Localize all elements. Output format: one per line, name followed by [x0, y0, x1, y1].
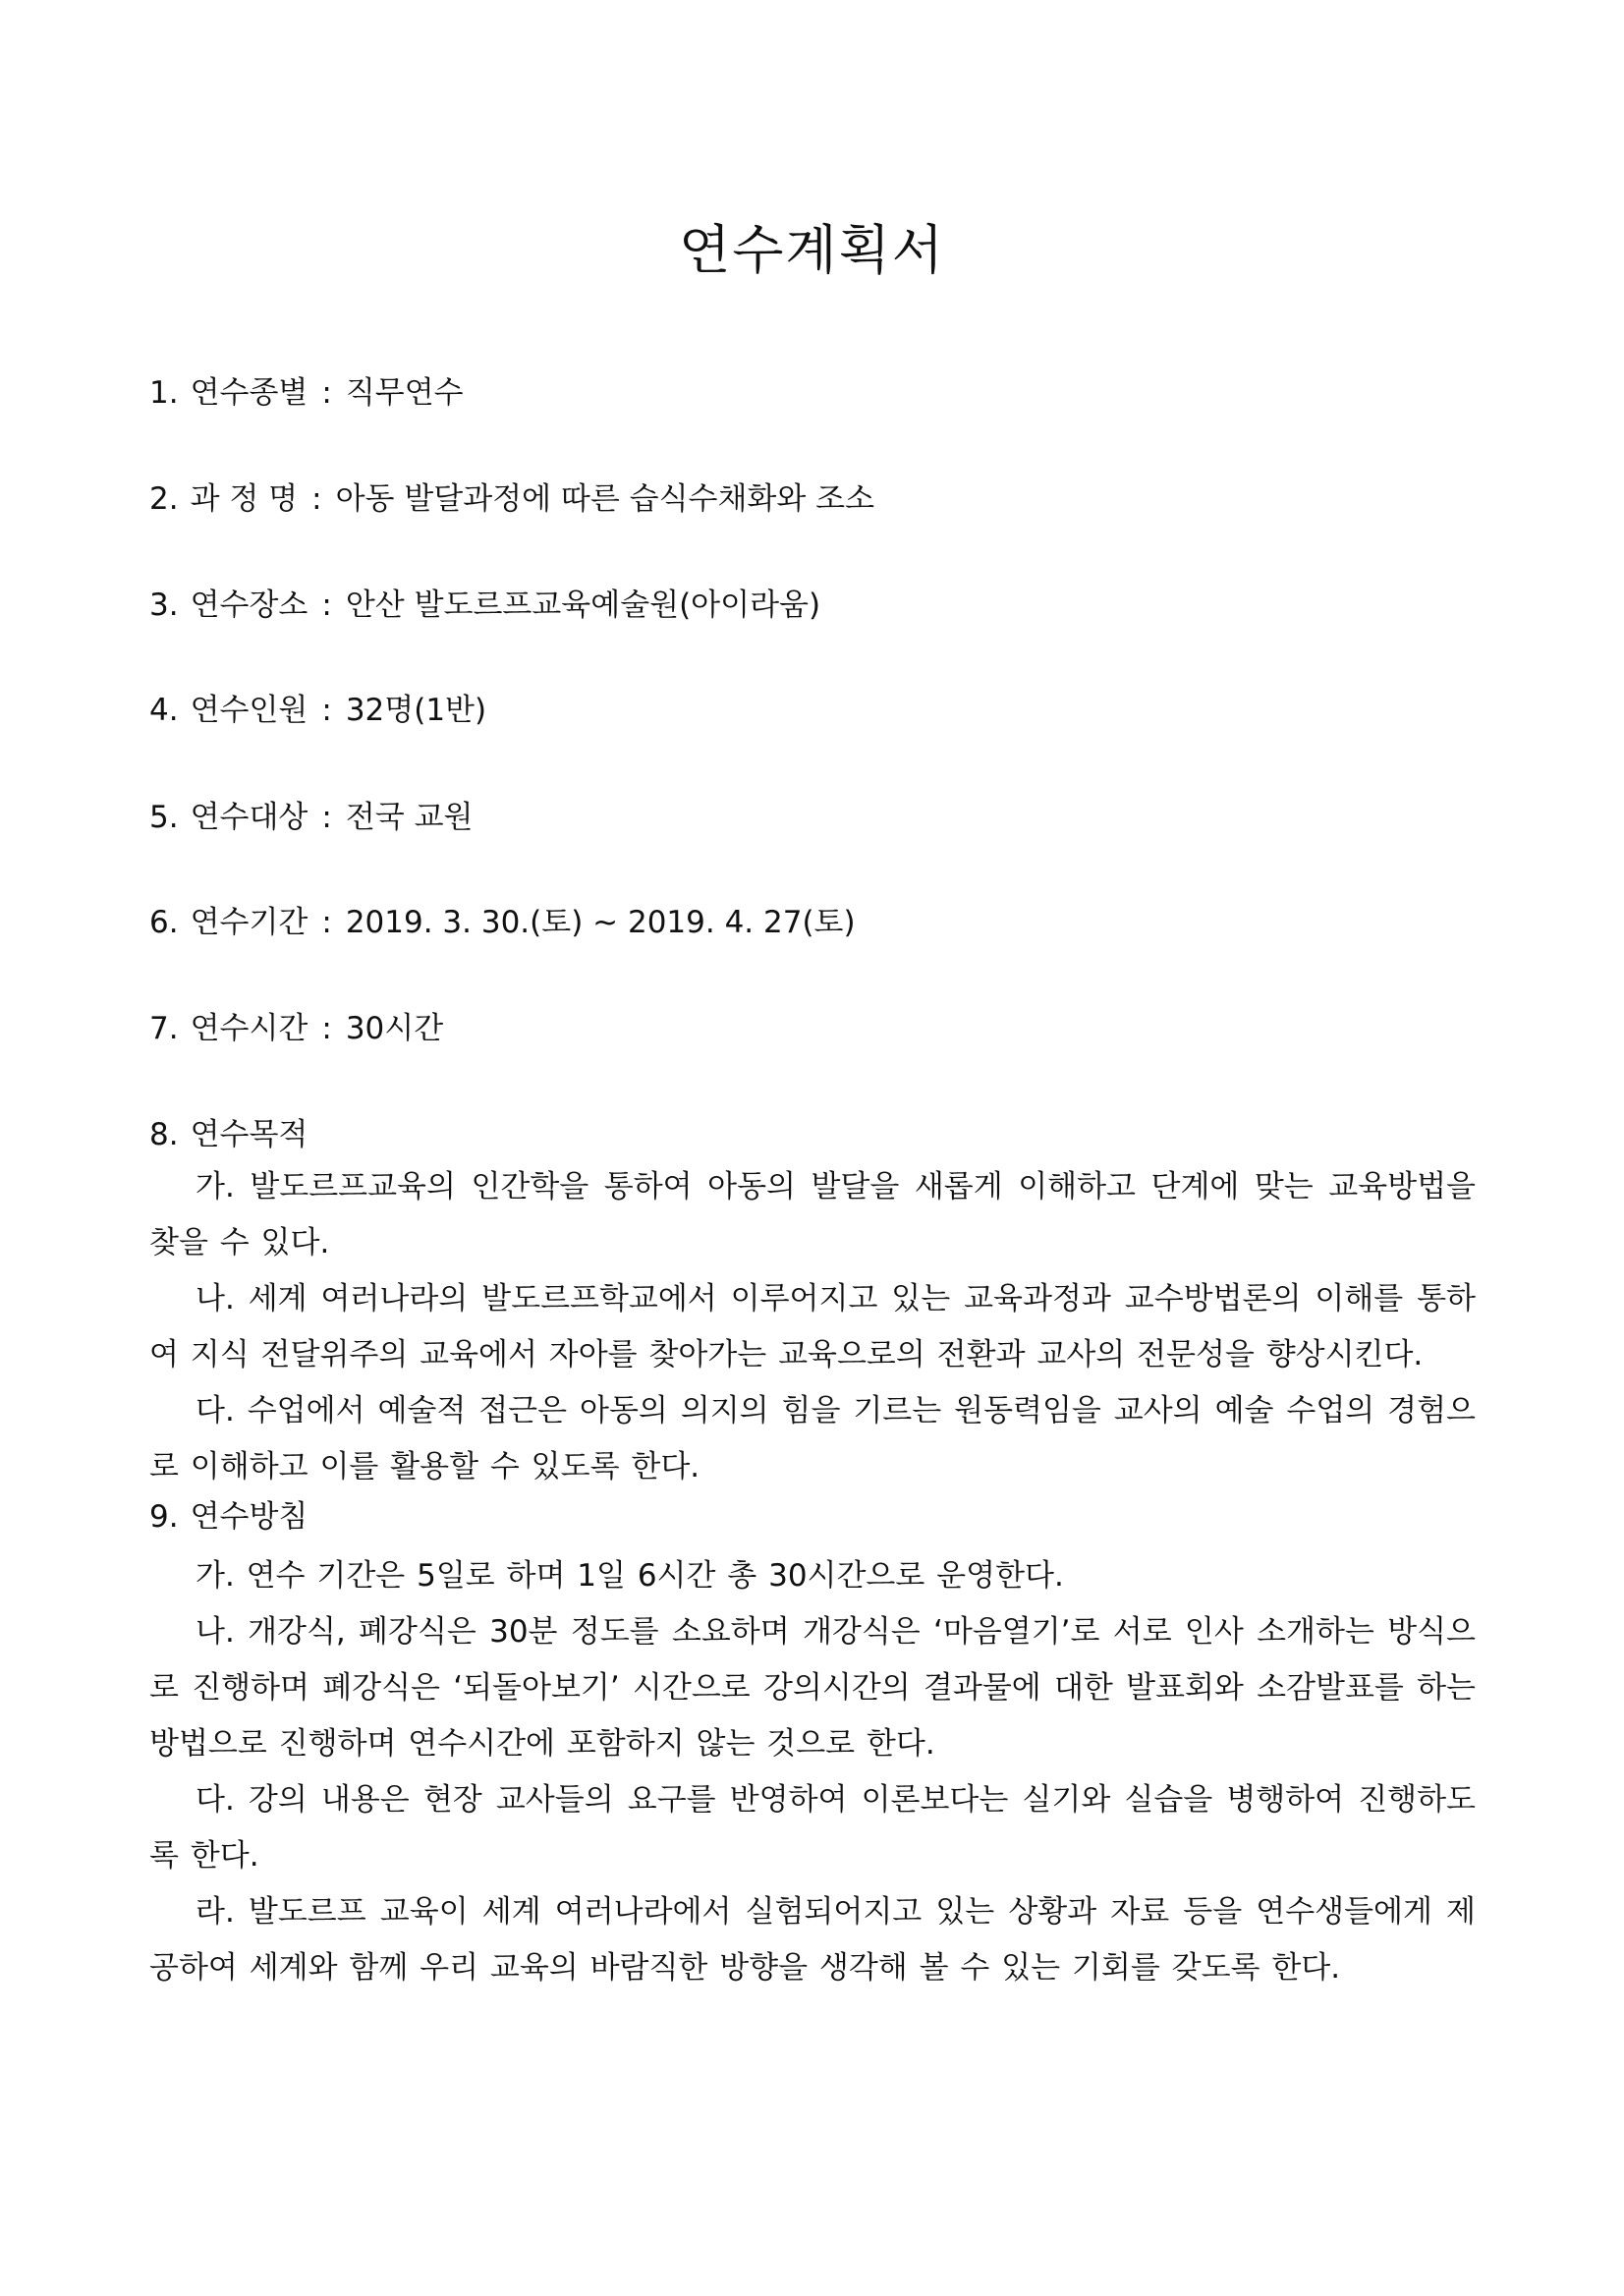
section-label: 연수목적 — [190, 1117, 308, 1152]
item-location — [149, 584, 820, 627]
policy-paragraph-ra: 라. 발도르프 교육이 세계 여러나라에서 실험되어지고 있는 상황과 자료 등을 연수생들에게 제공하여 세계와 함께 우리 교육의 바람직한 방향을 생각해 볼 수 있는 기회를 갖도록 한다. — [149, 1894, 1476, 1986]
item-number: 5. — [149, 800, 179, 835]
item-separator: : — [321, 800, 332, 835]
policy-paragraph-da: 다. 강의 내용은 현장 교사들의 요구를 반영하여 이론보다는 실기와 실습을 병행하여 진행하도록 한다. — [149, 1782, 1476, 1874]
item-label: 연수시간 — [190, 1011, 308, 1046]
item-period — [149, 901, 856, 944]
item-separator: : — [321, 588, 332, 623]
item-number: 4. — [149, 693, 179, 728]
item-label: 연수대상 — [190, 800, 308, 835]
item-value: 아동 발달과정에 따른 습식수채화와 조소 — [335, 481, 875, 517]
item-hours — [149, 1007, 443, 1050]
item-number: 3. — [149, 588, 179, 623]
item-separator: : — [321, 1011, 332, 1046]
item-value: 전국 교원 — [345, 800, 474, 835]
item-label: 연수인원 — [190, 693, 308, 728]
item-capacity — [149, 689, 486, 732]
item-label: 연수장소 — [190, 588, 308, 623]
item-course-name — [149, 477, 874, 521]
item-number: 7. — [149, 1011, 179, 1046]
item-separator: : — [321, 375, 332, 411]
item-separator: : — [321, 905, 332, 940]
policy-paragraph-na: 나. 개강식, 폐강식은 30분 정도를 소요하며 개강식은 ‘마음열기’로 서로 인사 소개하는 방식으로 진행하며 폐강식은 ‘되돌아보기’ 시간으로 강의시간의 결과물에 대한 발표회와 소감발표를 하는 방법으로 진행하며 연수시간에 포함하지 않는 것으로 한다. — [149, 1614, 1476, 1762]
purpose-paragraph-da: 다. 수업에서 예술적 접근은 아동의 의지의 힘을 기르는 원동력임을 교사의 예술 수업의 경험으로 이해하고 이를 활용할 수 있도록 한다. — [149, 1393, 1476, 1484]
section-label: 연수방침 — [190, 1499, 308, 1535]
item-number: 1. — [149, 375, 179, 411]
section-number: 8. — [149, 1117, 179, 1152]
item-number: 2. — [149, 481, 179, 517]
item-separator: : — [311, 481, 322, 517]
item-value: 30시간 — [345, 1011, 444, 1046]
purpose-paragraph-na: 나. 세계 여러나라의 발도르프학교에서 이루어지고 있는 교육과정과 교수방법론의 이해를 통하여 지식 전달위주의 교육에서 자아를 찾아가는 교육으로의 전환과 교사의 전문성을 향상시킨다. — [149, 1281, 1476, 1372]
item-target — [149, 796, 473, 839]
item-label: 과 정 명 — [190, 481, 299, 517]
document-title: 연수계획서 — [679, 219, 945, 281]
item-number: 6. — [149, 905, 179, 940]
section-policy-heading — [149, 1495, 308, 1539]
item-label: 연수기간 — [190, 905, 308, 940]
purpose-paragraph-ga: 가. 발도르프교육의 인간학을 통하여 아동의 발달을 새롭게 이해하고 단계에 맞는 교육방법을 찾을 수 있다. — [149, 1169, 1476, 1260]
item-training-type — [149, 371, 464, 415]
item-value: 안산 발도르프교육예술원(아이라움) — [345, 588, 821, 623]
item-value: 직무연수 — [345, 375, 464, 411]
section-purpose-heading — [149, 1113, 308, 1156]
item-value: 2019. 3. 30.(토) ~ 2019. 4. 27(토) — [345, 905, 856, 940]
item-separator: : — [321, 693, 332, 728]
item-value: 32명(1반) — [345, 693, 487, 728]
policy-paragraph-ga: 가. 연수 기간은 5일로 하며 1일 6시간 총 30시간으로 운영한다. — [196, 1558, 1064, 1594]
section-number: 9. — [149, 1499, 179, 1535]
item-label: 연수종별 — [190, 375, 308, 411]
